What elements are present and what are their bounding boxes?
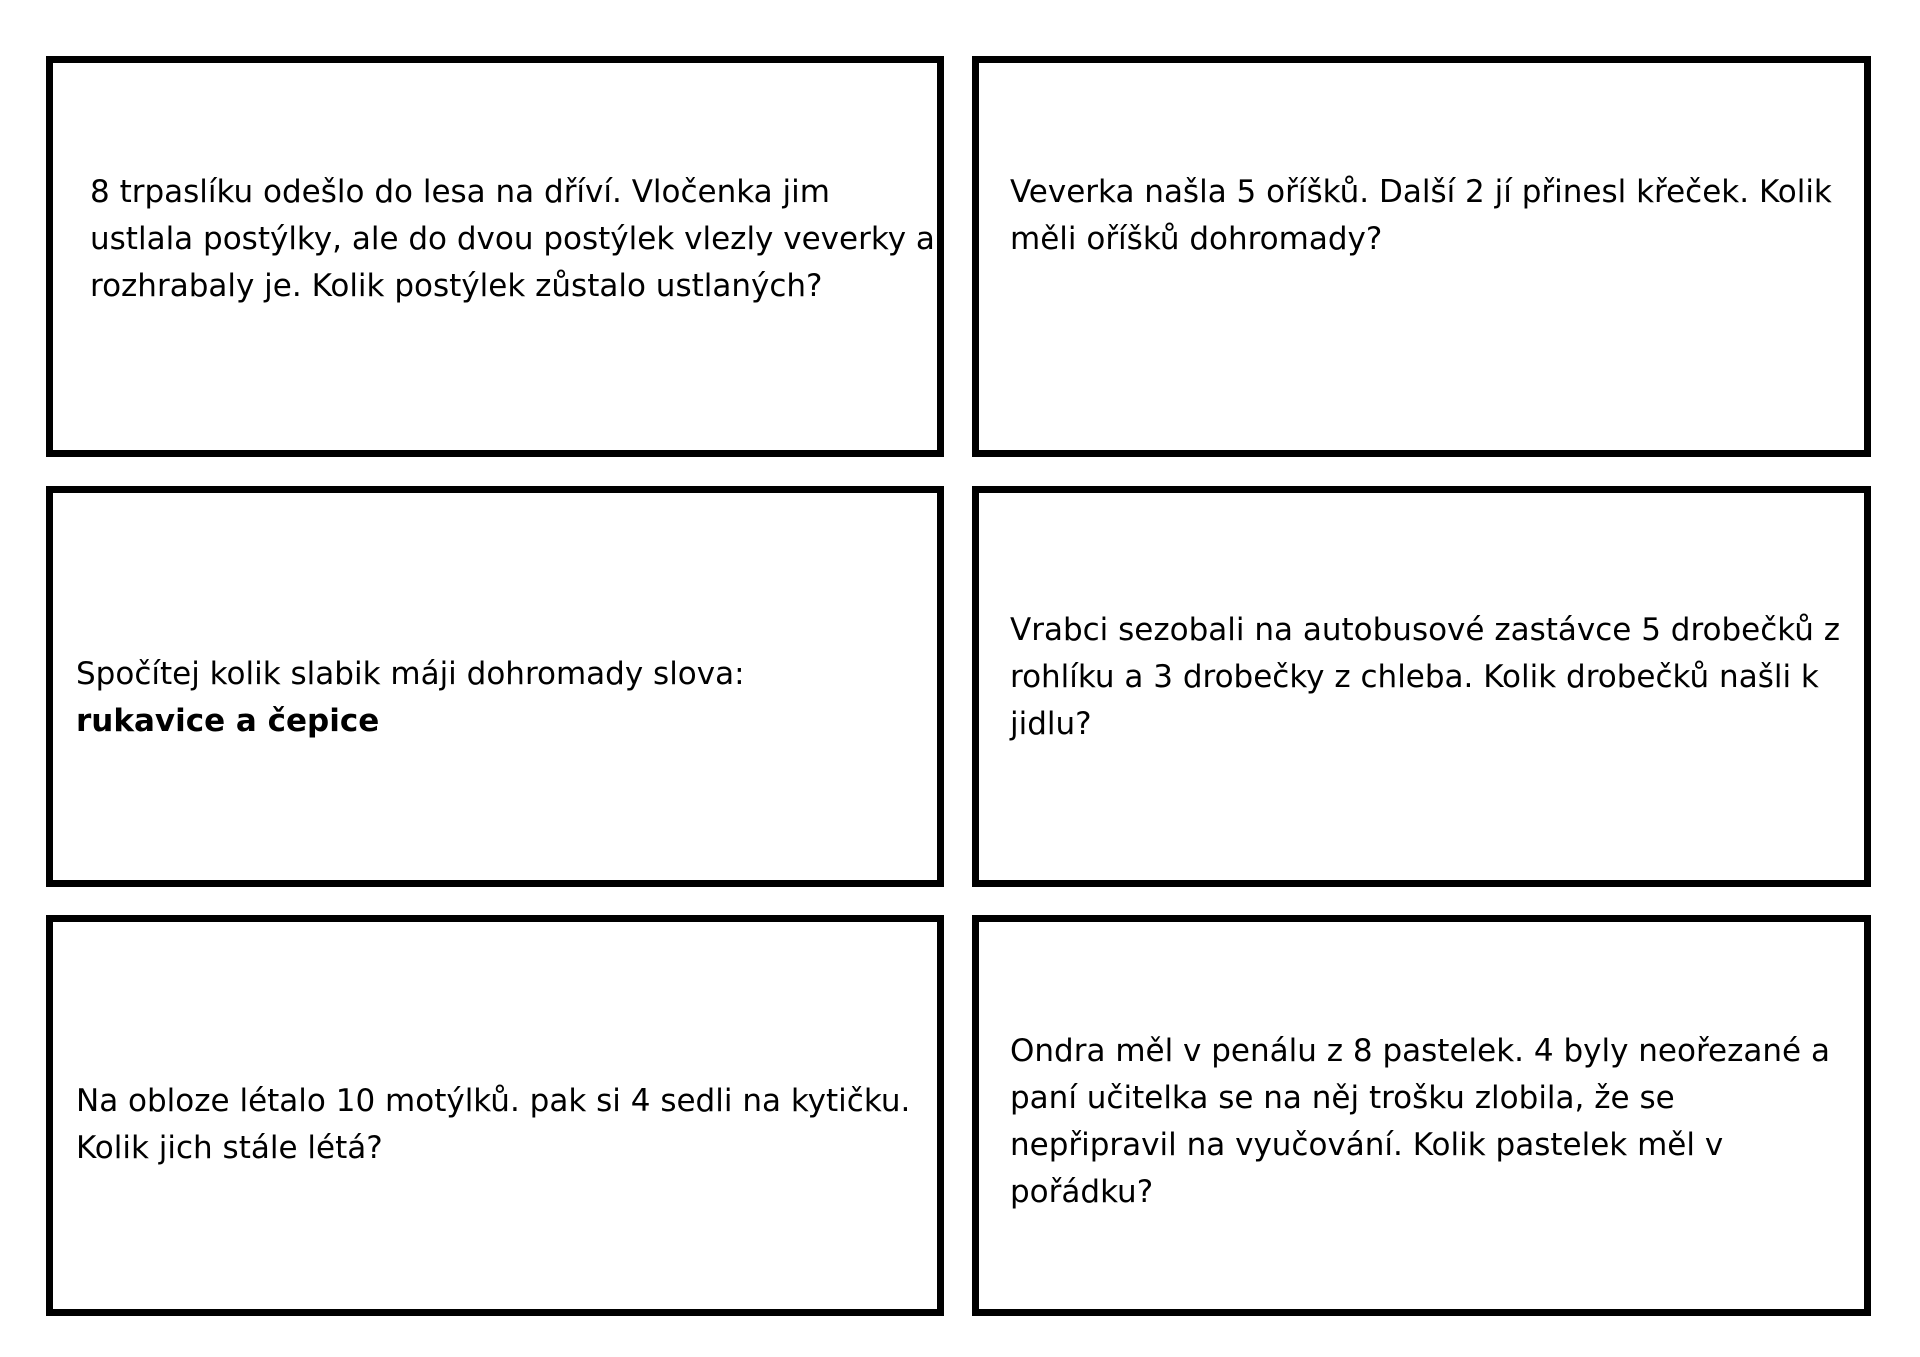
task-line: 8 trpaslíku odešlo do lesa na dříví. Vločenka jim	[90, 174, 830, 210]
task-card-text	[76, 1078, 910, 1172]
task-line: rozhrabaly je. Kolik postýlek zůstalo ustlaných?	[90, 268, 823, 304]
task-line: rohlíku a 3 drobečky z chleba. Kolik drobečků našli k	[1010, 659, 1819, 695]
task-card-4	[972, 486, 1871, 887]
task-words-bold: rukavice a čepice	[76, 703, 380, 739]
task-card-5	[46, 915, 944, 1316]
task-card-2	[972, 56, 1871, 457]
task-line: Spočítej kolik slabik máji dohromady slova:	[76, 656, 745, 692]
task-line: měli oříšků dohromady?	[1010, 221, 1383, 257]
task-line: nepřipravil na vyučování. Kolik pastelek měl v	[1010, 1127, 1724, 1163]
task-line: Ondra měl v penálu z 8 pastelek. 4 byly neořezané a	[1010, 1033, 1830, 1069]
task-card-text	[76, 651, 745, 745]
task-card-6	[972, 915, 1871, 1316]
task-line: Kolik jich stále létá?	[76, 1130, 383, 1166]
task-card-text	[90, 169, 935, 310]
task-card-3	[46, 486, 944, 887]
task-card-text	[1010, 607, 1840, 748]
task-line: paní učitelka se na něj trošku zlobila, že se	[1010, 1080, 1675, 1116]
task-card-text	[1010, 1028, 1830, 1216]
task-line: pořádku?	[1010, 1174, 1154, 1210]
task-line: jidlu?	[1010, 706, 1092, 742]
task-line: ustlala postýlky, ale do dvou postýlek vlezly veverky a	[90, 221, 935, 257]
task-card-1	[46, 56, 944, 457]
task-line: Veverka našla 5 oříšků. Další 2 jí přinesl křeček. Kolik	[1010, 174, 1832, 210]
task-line: Vrabci sezobali na autobusové zastávce 5 drobečků z	[1010, 612, 1841, 648]
task-line: Na obloze létalo 10 motýlků. pak si 4 sedli na kytičku.	[76, 1083, 911, 1119]
task-card-text	[1010, 169, 1832, 263]
